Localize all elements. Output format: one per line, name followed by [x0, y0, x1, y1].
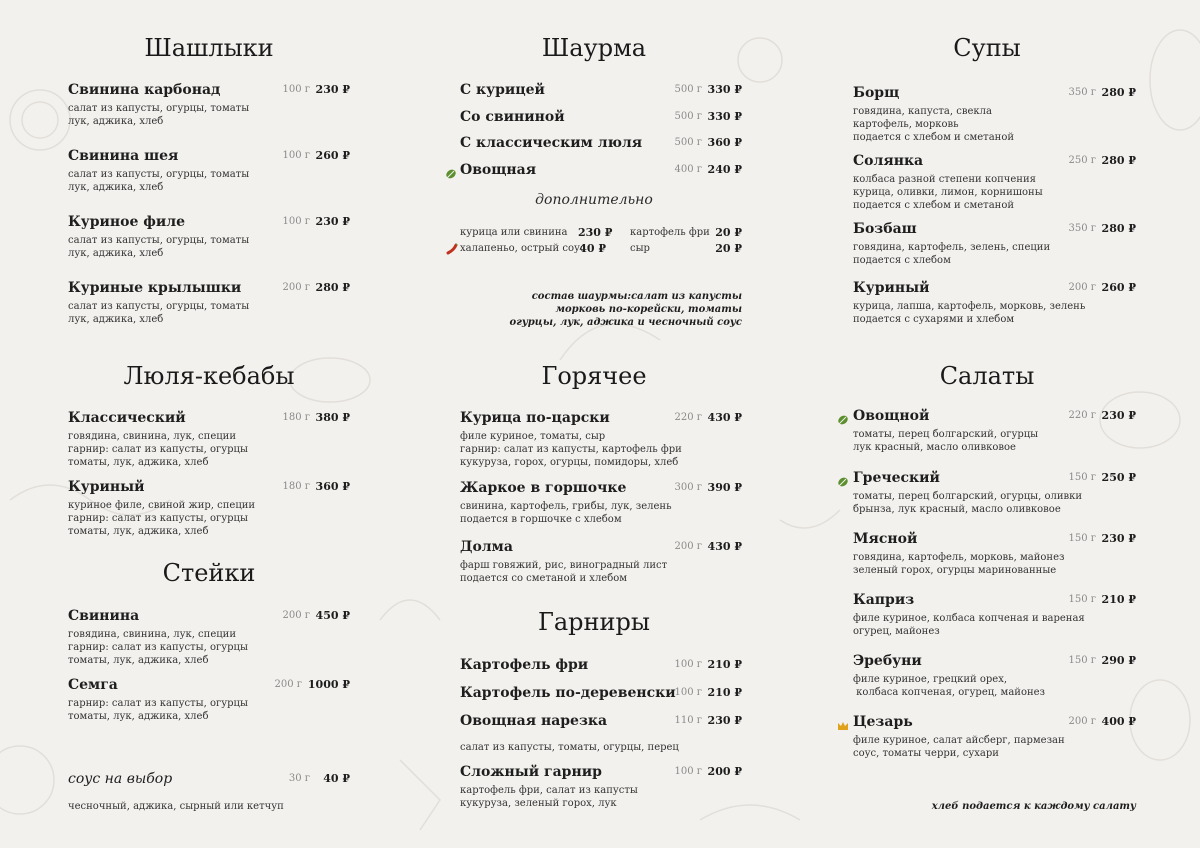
menu-item-weight: 300 г — [674, 482, 702, 493]
menu-item-name: Овощная — [460, 162, 537, 178]
menu-item-desc — [68, 234, 249, 260]
menu-item-weight: 500 г — [674, 84, 702, 95]
menu-item-price: 290 ₽ — [1101, 654, 1136, 667]
menu-item-name: Свинина шея — [68, 148, 179, 164]
desc-line: кукуруза, зеленый горох, лук — [460, 798, 617, 809]
section-title-shaurma: Шаурма — [541, 34, 647, 62]
extra-name: картофель фри — [630, 227, 710, 238]
desc-line: лук, аджика, хлеб — [68, 182, 164, 193]
desc-line: подается с хлебом и сметаной — [853, 200, 1015, 211]
menu-item-name: Куриное филе — [68, 214, 186, 230]
extra-price: 230 ₽ — [578, 226, 613, 239]
desc-line: салат из капусты, томаты, огурцы, перец — [460, 742, 679, 753]
desc-line: салат из капусты, огурцы, томаты — [68, 169, 250, 180]
extra-name: халапеньо, острый соус — [460, 243, 586, 254]
menu-item-name: Куриный — [68, 479, 145, 495]
desc-line: салат из капусты, огурцы, томаты — [68, 103, 250, 114]
section-title-goryachee: Горячее — [541, 362, 647, 390]
menu-item-name: Со свининой — [460, 109, 565, 125]
menu-item-price: 200 ₽ — [707, 765, 742, 778]
desc-line: лук, аджика, хлеб — [68, 248, 164, 259]
menu-item-name: Каприз — [853, 592, 915, 608]
menu-item-desc — [853, 300, 1085, 326]
desc-line: томаты, перец болгарский, огурцы, оливки — [853, 491, 1083, 502]
extras-title: дополнительно — [535, 192, 653, 208]
desc-line: картофель фри, салат из капусты — [460, 785, 638, 796]
desc-line: кукуруза, горох, огурцы, помидоры, хлеб — [460, 457, 679, 468]
extra-name: сыр — [630, 243, 650, 254]
desc-line: лук красный, масло оливковое — [853, 442, 1016, 453]
menu-item-price: 210 ₽ — [707, 686, 742, 699]
desc-line: свинина, картофель, грибы, лук, зелень — [460, 501, 672, 512]
menu-item-price: 210 ₽ — [1101, 593, 1136, 606]
menu-item-price: 360 ₽ — [315, 480, 350, 493]
menu-item-desc — [68, 102, 249, 128]
menu-item-price: 280 ₽ — [1101, 154, 1136, 167]
menu-item-name: Солянка — [853, 153, 924, 169]
desc-line: гарнир: салат из капусты, огурцы — [68, 642, 248, 653]
menu-item-weight: 500 г — [674, 137, 702, 148]
menu-item-name: Картофель фри — [460, 657, 589, 673]
menu-item-weight: 150 г — [1068, 472, 1096, 483]
desc-line: филе куриное, колбаса копченая и вареная — [853, 613, 1085, 624]
menu-item-desc — [68, 430, 248, 469]
menu-item-weight: 110 г — [674, 715, 702, 726]
menu-item-desc — [853, 612, 1085, 638]
note-line: состав шаурмы:салат из капусты — [531, 291, 742, 302]
menu-item-price: 230 ₽ — [315, 215, 350, 228]
veg-leaf-icon — [445, 165, 457, 177]
desc-line: томаты, лук, аджика, хлеб — [68, 526, 209, 537]
menu-item-desc — [853, 105, 1014, 144]
menu-item-price: 260 ₽ — [315, 149, 350, 162]
menu-item-desc — [853, 490, 1082, 516]
menu-item-name: Бозбаш — [853, 221, 917, 237]
section-title-salaty: Салаты — [939, 362, 1035, 390]
desc-line: томаты, перец болгарский, огурцы — [853, 429, 1039, 440]
menu-item-price: 380 ₽ — [315, 411, 350, 424]
desc-line: курица, оливки, лимон, корнишоны — [853, 187, 1043, 198]
menu-item-price: 1000 ₽ — [307, 678, 350, 691]
menu-item-desc — [853, 428, 1038, 454]
menu-item-name: Греческий — [853, 470, 940, 486]
menu-item-name: Семга — [68, 677, 118, 693]
menu-item-price: 390 ₽ — [707, 481, 742, 494]
note-line: огурцы, лук, аджика и чесночный соус — [509, 317, 742, 328]
menu-item-weight: 100 г — [282, 150, 310, 161]
menu-item-name: Борщ — [853, 85, 900, 101]
menu-item-desc — [68, 168, 249, 194]
menu-item-price: 280 ₽ — [315, 281, 350, 294]
menu-item-price: 360 ₽ — [707, 136, 742, 149]
menu-item-weight: 400 г — [674, 164, 702, 175]
desc-line: филе куриное, грецкий орех, — [853, 674, 1008, 685]
menu-item-desc — [460, 430, 682, 469]
section-title-garniry: Гарниры — [537, 608, 651, 636]
section-title-shashlyki: Шашлыки — [144, 34, 274, 62]
menu-item-weight: 180 г — [282, 412, 310, 423]
menu-item-weight: 100 г — [282, 216, 310, 227]
desc-line: томаты, лук, аджика, хлеб — [68, 711, 209, 722]
menu-item-name: С классическим люля — [460, 135, 643, 151]
menu-item-price: 280 ₽ — [1101, 222, 1136, 235]
desc-line: филе куриное, томаты, сыр — [460, 431, 606, 442]
menu-item-weight: 150 г — [1068, 594, 1096, 605]
menu-item-price: 230 ₽ — [1101, 409, 1136, 422]
menu-item-desc — [853, 551, 1064, 577]
menu-item-name: Свинина карбонад — [68, 82, 221, 98]
chili-pepper-icon — [446, 243, 458, 255]
menu-item-weight: 200 г — [674, 541, 702, 552]
menu-item-desc — [460, 741, 679, 754]
menu-item-weight: 150 г — [1068, 655, 1096, 666]
desc-line: соус, томаты черри, сухари — [853, 748, 999, 759]
desc-line: говядина, картофель, зелень, специи — [853, 242, 1051, 253]
desc-line: зеленый горох, огурцы маринованные — [853, 565, 1057, 576]
desc-line: фарш говяжий, рис, виноградный лист — [460, 560, 668, 571]
menu-item-name: Свинина — [68, 608, 140, 624]
menu-item-price: 230 ₽ — [315, 83, 350, 96]
desc-line: филе куриное, салат айсберг, пармезан — [853, 735, 1065, 746]
desc-line: говядина, капуста, свекла — [853, 106, 992, 117]
desc-line: гарнир: салат из капусты, картофель фри — [460, 444, 682, 455]
menu-item-price: 330 ₽ — [707, 110, 742, 123]
menu-item-desc — [853, 173, 1043, 212]
menu-item-weight: 350 г — [1068, 87, 1096, 98]
sauce-price: 40 ₽ — [323, 772, 350, 785]
extra-price: 20 ₽ — [715, 242, 742, 255]
menu-item-desc — [68, 628, 248, 667]
menu-item-price: 240 ₽ — [707, 163, 742, 176]
menu-item-price: 400 ₽ — [1101, 715, 1136, 728]
desc-line: подается с хлебом — [853, 255, 951, 266]
sauce-weight: 30 г — [288, 773, 310, 784]
desc-line: курица, лапша, картофель, морковь, зелень — [853, 301, 1086, 312]
section-title-steiki: Стейки — [162, 559, 256, 587]
menu-item-weight: 220 г — [1068, 410, 1096, 421]
menu-item-name: Долма — [460, 539, 513, 555]
extra-name: курица или свинина — [460, 227, 568, 238]
menu-item-name: Сложный гарнир — [460, 764, 602, 780]
desc-line: брынза, лук красный, масло оливковое — [853, 504, 1061, 515]
desc-line: подается со сметаной и хлебом — [460, 573, 628, 584]
desc-line: гарнир: салат из капусты, огурцы — [68, 513, 248, 524]
desc-line: колбаса разной степени копчения — [853, 174, 1036, 185]
desc-line: говядина, свинина, лук, специи — [68, 629, 237, 640]
menu-item-weight: 200 г — [1068, 716, 1096, 727]
menu-item-weight: 100 г — [674, 687, 702, 698]
menu-item-name: Мясной — [853, 531, 918, 547]
menu-item-desc — [68, 300, 249, 326]
shaurma-composition-note — [510, 290, 742, 329]
crown-icon — [837, 717, 849, 729]
desc-line: картофель, морковь — [853, 119, 959, 130]
note-line: морковь по-корейски, томаты — [555, 304, 742, 315]
menu-item-name: Куриный — [853, 280, 930, 296]
menu-item-desc — [853, 673, 1045, 699]
menu-item-name: Эребуни — [853, 653, 922, 669]
menu-item-weight: 100 г — [674, 766, 702, 777]
extra-price: 40 ₽ — [579, 242, 606, 255]
desc-line: салат из капусты, огурцы, томаты — [68, 301, 250, 312]
desc-line: говядина, свинина, лук, специи — [68, 431, 237, 442]
menu-item-weight: 200 г — [1068, 282, 1096, 293]
menu-item-name: Овощная нарезка — [460, 713, 608, 729]
menu-item-weight: 100 г — [674, 659, 702, 670]
menu-item-desc — [460, 559, 667, 585]
section-title-lyulya: Люля-кебабы — [123, 362, 295, 390]
menu-item-name: Куриные крылышки — [68, 280, 242, 296]
menu-item-price: 230 ₽ — [1101, 532, 1136, 545]
menu-item-name: Цезарь — [853, 714, 913, 730]
desc-line: куриное филе, свиной жир, специи — [68, 500, 256, 511]
desc-line: подается с хлебом и сметаной — [853, 132, 1015, 143]
menu-item-price: 230 ₽ — [707, 714, 742, 727]
menu-item-desc — [460, 784, 638, 810]
veg-leaf-icon — [837, 473, 849, 485]
menu-item-weight: 250 г — [1068, 155, 1096, 166]
menu-item-weight: 500 г — [674, 111, 702, 122]
sauce-name: соус на выбор — [68, 771, 173, 787]
desc-line: огурец, майонез — [853, 626, 940, 637]
desc-line: салат из капусты, огурцы, томаты — [68, 235, 250, 246]
menu-item-name: Овощной — [853, 408, 930, 424]
bread-note: хлеб подается к каждому салату — [931, 801, 1136, 812]
menu-item-desc — [460, 500, 672, 526]
veg-leaf-icon — [837, 411, 849, 423]
desc-line: говядина, картофель, морковь, майонез — [853, 552, 1065, 563]
desc-line: гарнир: салат из капусты, огурцы — [68, 698, 248, 709]
menu-item-weight: 100 г — [282, 84, 310, 95]
menu-item-weight: 200 г — [282, 282, 310, 293]
menu-item-desc — [853, 241, 1050, 267]
menu-item-name: Картофель по-деревенски — [460, 685, 676, 701]
menu-item-price: 450 ₽ — [315, 609, 350, 622]
desc-line: томаты, лук, аджика, хлеб — [68, 457, 209, 468]
menu-item-weight: 350 г — [1068, 223, 1096, 234]
menu-item-weight: 220 г — [674, 412, 702, 423]
menu-item-price: 250 ₽ — [1101, 471, 1136, 484]
desc-line: подается в горшочке с хлебом — [460, 514, 622, 525]
extra-price: 20 ₽ — [715, 226, 742, 239]
desc-line: гарнир: салат из капусты, огурцы — [68, 444, 248, 455]
sauce-desc: чесночный, аджика, сырный или кетчуп — [68, 801, 284, 812]
desc-line: подается с сухарями и хлебом — [853, 314, 1015, 325]
menu-item-desc — [68, 499, 255, 538]
section-title-supy: Супы — [953, 34, 1021, 62]
menu-item-desc — [68, 697, 248, 723]
menu-item-price: 430 ₽ — [707, 411, 742, 424]
menu-item-name: Классический — [68, 410, 186, 426]
menu-item-weight: 180 г — [282, 481, 310, 492]
menu-item-name: Жаркое в горшочке — [460, 480, 627, 496]
desc-line: томаты, лук, аджика, хлеб — [68, 655, 209, 666]
menu-item-desc — [853, 734, 1065, 760]
menu-item-price: 210 ₽ — [707, 658, 742, 671]
menu-item-price: 280 ₽ — [1101, 86, 1136, 99]
menu-item-weight: 200 г — [282, 610, 310, 621]
menu-item-weight: 200 г — [274, 679, 302, 690]
menu-item-name: Курица по-царски — [460, 410, 610, 426]
menu-item-price: 430 ₽ — [707, 540, 742, 553]
desc-line: лук, аджика, хлеб — [68, 314, 164, 325]
menu-item-weight: 150 г — [1068, 533, 1096, 544]
menu-item-price: 260 ₽ — [1101, 281, 1136, 294]
desc-line: колбаса копченая, огурец, майонез — [853, 687, 1045, 698]
menu-item-name: С курицей — [460, 82, 545, 98]
desc-line: лук, аджика, хлеб — [68, 116, 164, 127]
menu-item-price: 330 ₽ — [707, 83, 742, 96]
